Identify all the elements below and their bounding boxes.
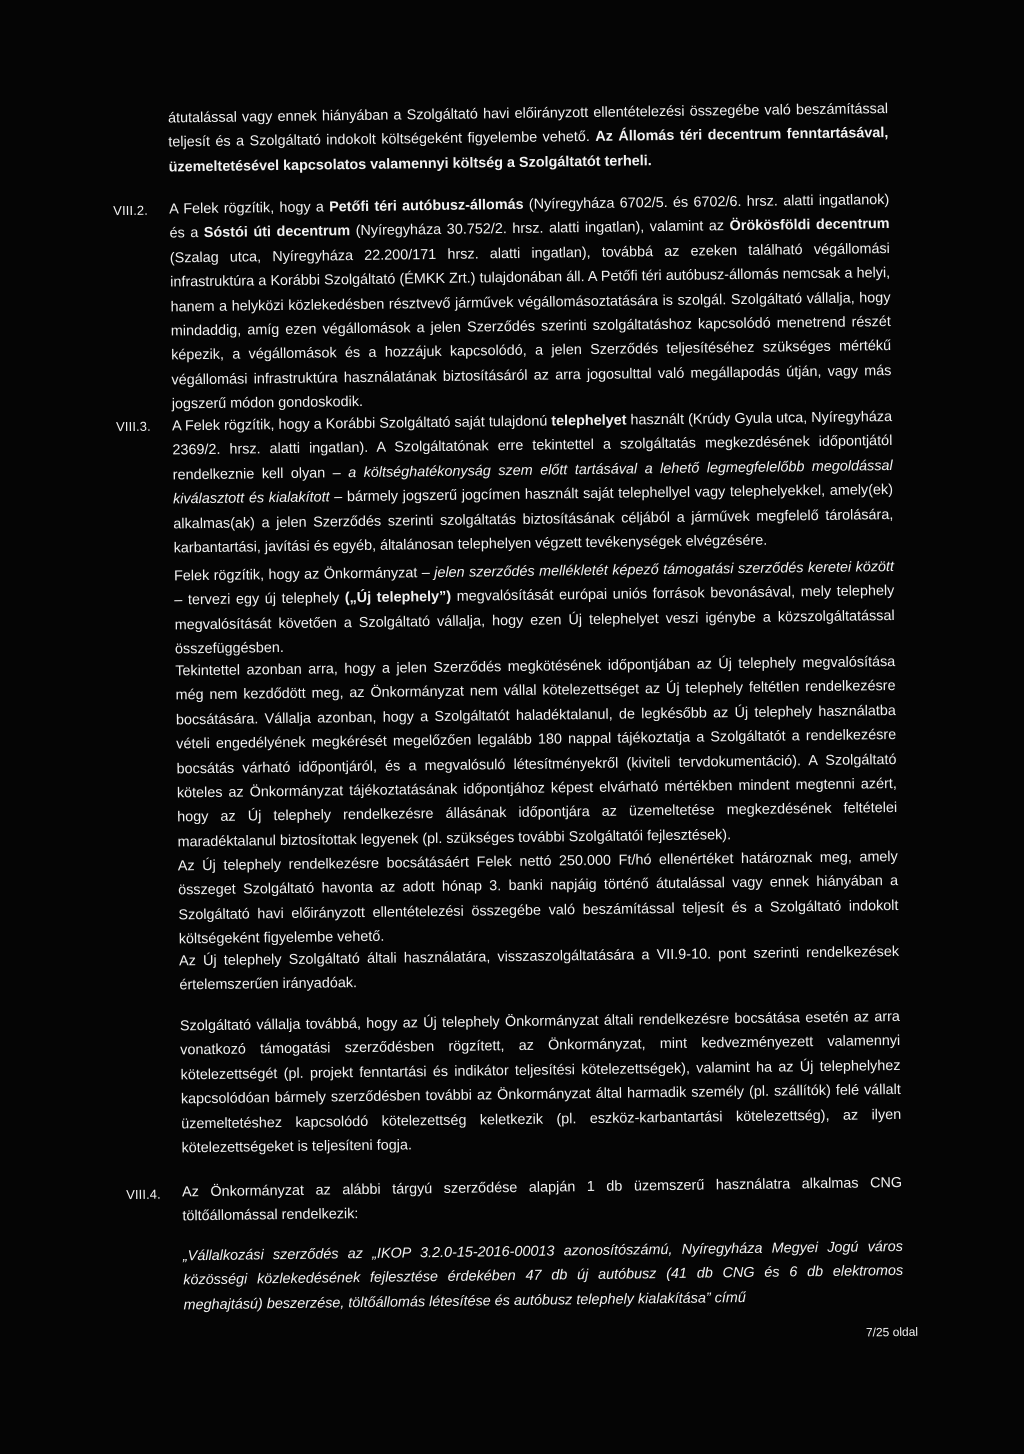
paragraph-text: (Szalag utca, Nyíregyháza 22.200/171 hrsz. alatti ingatlan), továbbá az ezeken található végállomási infrastruktúra a Korábbi Szolgáltató (ÉMKK Zrt.) tulajdonában áll. A Petőfi téri autóbusz-állomás nemcsak a helyi, hanem a helyközi közlekedésben résztvevő járművek végállomásoztatására is szolgál. Szolgáltató vállalja, hogy mindaddig, amíg ezen végállomások a jelen Szerződés szerinti szolgáltatáshoz kapcsolódó menetrend részét képezik, a végállomások és a hozzájuk kapcsolódó, a jelen Szerződés teljesítéséhez szükséges mértékű végállomási infrastruktúra használatának biztosításáról az arra jogosulttal való megállapodás útján, vagy más jogszerű módon gondoskodik. [169, 240, 892, 413]
paragraph-text: használt (Krúdy Gyula utca, Nyíregyháza 2369/2. hrsz. alatti ingatlan). A Szolgáltatónak erre tekintettel a szolgáltatás megkezdésének időpontjától rendelkeznie kell olyan – [172, 409, 893, 484]
section-number-8-3: VIII.3. [115, 418, 151, 435]
paragraph-8-3-new-site [174, 555, 895, 662]
paragraph-text: – bármely jogszerű jogcímen használt saját telephellyel vagy telephelyekkel, amely(ek) alkalmas(ak) a jelen Szerződés szerinti szolgáltatás biztosításának céljából a járművek megfelelő tárolására, karbantartási, javítási és egyéb, általánosan telephelyen végzett tevékenységek elvégzésére. [173, 482, 894, 557]
section-number-8-2: VIII.2. [113, 202, 149, 219]
bold-text: Az Állomás téri decentrum fenntartásával, üzemeltetésével kapcsolatos valamennyi költség a Szolgáltatót terheli. [168, 125, 889, 176]
paragraph-8-3-fee: Az Új telephely rendelkezésre bocsátásáért Felek nettó 250.000 Ft/hó ellenértéket határoznak meg, amely összeget Szolgáltató havonta az adott hónap 3. banki napjáig történő átutalással vagy ennek hiányában a Szolgáltató havi előirányzott ellentételezési összegébe való beszámítással teljesít és a Szolgáltató indokolt költségeként figyelembe vehető. [177, 848, 899, 948]
paragraph-text: (Nyíregyháza 6702/5. és 6702/6. hrsz. alatti ingatlanok) és a [169, 192, 890, 242]
paragraph-text: átutalással vagy ennek hiányában a Szolgáltató havi előirányzott ellentételezési összegébe való beszámítással teljesít és a Szolgáltató indokolt költségeként figyelembe vehető. [167, 101, 889, 151]
bold-text: telephelyet [551, 412, 627, 430]
paragraph-text: megvalósítását európai uniós források bevonásával, mely telephely megvalósítását követően a Szolgáltató vállalja, hogy ezen Új telephelyet veszi igénybe a közszolgáltatással összefüggésben. [174, 583, 895, 658]
paragraph-8-3-usage: Az Új telephely Szolgáltató általi használatára, visszaszolgáltatására a VII.9-10. pont szerinti rendelkezések értelemszerűen irányadóak. [178, 943, 900, 994]
paragraph-text: (Nyíregyháza 30.752/2. hrsz. alatti ingatlan), valamint az [349, 218, 730, 240]
bold-text: Sóstói úti decentrum [203, 223, 351, 242]
paragraph-8-3-obligations: Szolgáltató vállalja továbbá, hogy az Új telephely Önkormányzat általi rendelkezésre bocsátása esetén az arra vonatkozó támogatási szerződésben rögzített, az Önkormányzat, mint kedvezményezett valamennyi kötelezettségét (pl. projekt fenntartási és indikátor teljesítési kötelezettségek), valamint ha az Új telephelyhez kapcsolódóan bármely szerződésben további az Önkormányzat által harmadik személy (pl. szállítók) felé vállalt üzemeltetéshez kapcsolódó kötelezettség keletkezik (pl. eszköz-karbantartási kötelezettség), az ilyen kötelezettségeket is teljesíteni fogja. [179, 1008, 902, 1157]
paragraph-intro [168, 97, 889, 180]
italic-text: jelen szerződés mellékletét képező támogatási szerződés keretei között [434, 558, 895, 582]
paragraph-8-4: Az Önkormányzat az alábbi tárgyú szerződése alapján 1 db üzemszerű használatra alkalmas CNG töltőállomással rendelkezik: [182, 1174, 903, 1225]
paragraph-text: A Felek rögzítik, hogy a Korábbi Szolgáltató saját tulajdonú [171, 413, 552, 435]
paragraph-8-3 [172, 405, 894, 561]
paragraph-text: – tervezi egy új telephely [174, 590, 345, 609]
bold-text: („Új telephely”) [344, 589, 452, 607]
paragraph-text: Felek rögzítik, hogy az Önkormányzat – [173, 565, 435, 585]
page-number: 7/25 oldal [865, 1324, 919, 1340]
section-number-8-4: VIII.4. [126, 1186, 161, 1203]
bold-text: Petőfi téri autóbusz-állomás [329, 196, 524, 216]
paragraph-8-3-timing: Tekintettel azonban arra, hogy a jelen Szerződés megkötésének időpontjában az Új telephely megvalósítása még nem kezdődött meg, az Önkormányzat nem vállal kötelezettséget az Új telephely feltétlen rendelkezésre bocsátására. Vállalja azonban, hogy a Szolgáltatót haladéktalanul, de legkésőbb az Új telephely használatba vételi engedélyének megkérését megelőzően legalább 180 nappal tájékoztatja a Szolgáltatót a rendelkezésre bocsátás várható időpontjáról, és a megvalósuló létesítményekről (kiviteli tervdokumentáció). A Szolgáltató köteles az Önkormányzat tájékoztatásának időpontjához képest elvárható mértékben mindent megtenni azért, hogy az Új telephely rendelkezésre állásának időpontjára az üzemeltetése megkezdésének feltételei maradéktalanul biztosítottak legyenek (pl. szükséges további Szolgáltatói fejlesztések). [175, 653, 898, 851]
paragraph-8-2 [169, 188, 892, 417]
bold-text: Örökösföldi decentrum [729, 216, 890, 235]
paragraph-text: A Felek rögzítik, hogy a [169, 199, 330, 218]
paragraph-8-4-contract-title: „Vállalkozási szerződés az „IKOP 3.2.0-15-2016-00013 azonosítószámú, Nyíregyháza Megyei Jogú város közösségi közlekedésének fejlesztése érdekében 47 db új autóbusz (41 db CNG és 6 db elektromos meghajtású) beszerzése, töltőállomás létesítése és autóbusz telephely kialakítása” című [182, 1238, 904, 1314]
italic-text: a költséghatékonyság szem előtt tartásával a lehető legmegfelelőbb megoldással kiválasztott és kialakított [172, 457, 893, 508]
